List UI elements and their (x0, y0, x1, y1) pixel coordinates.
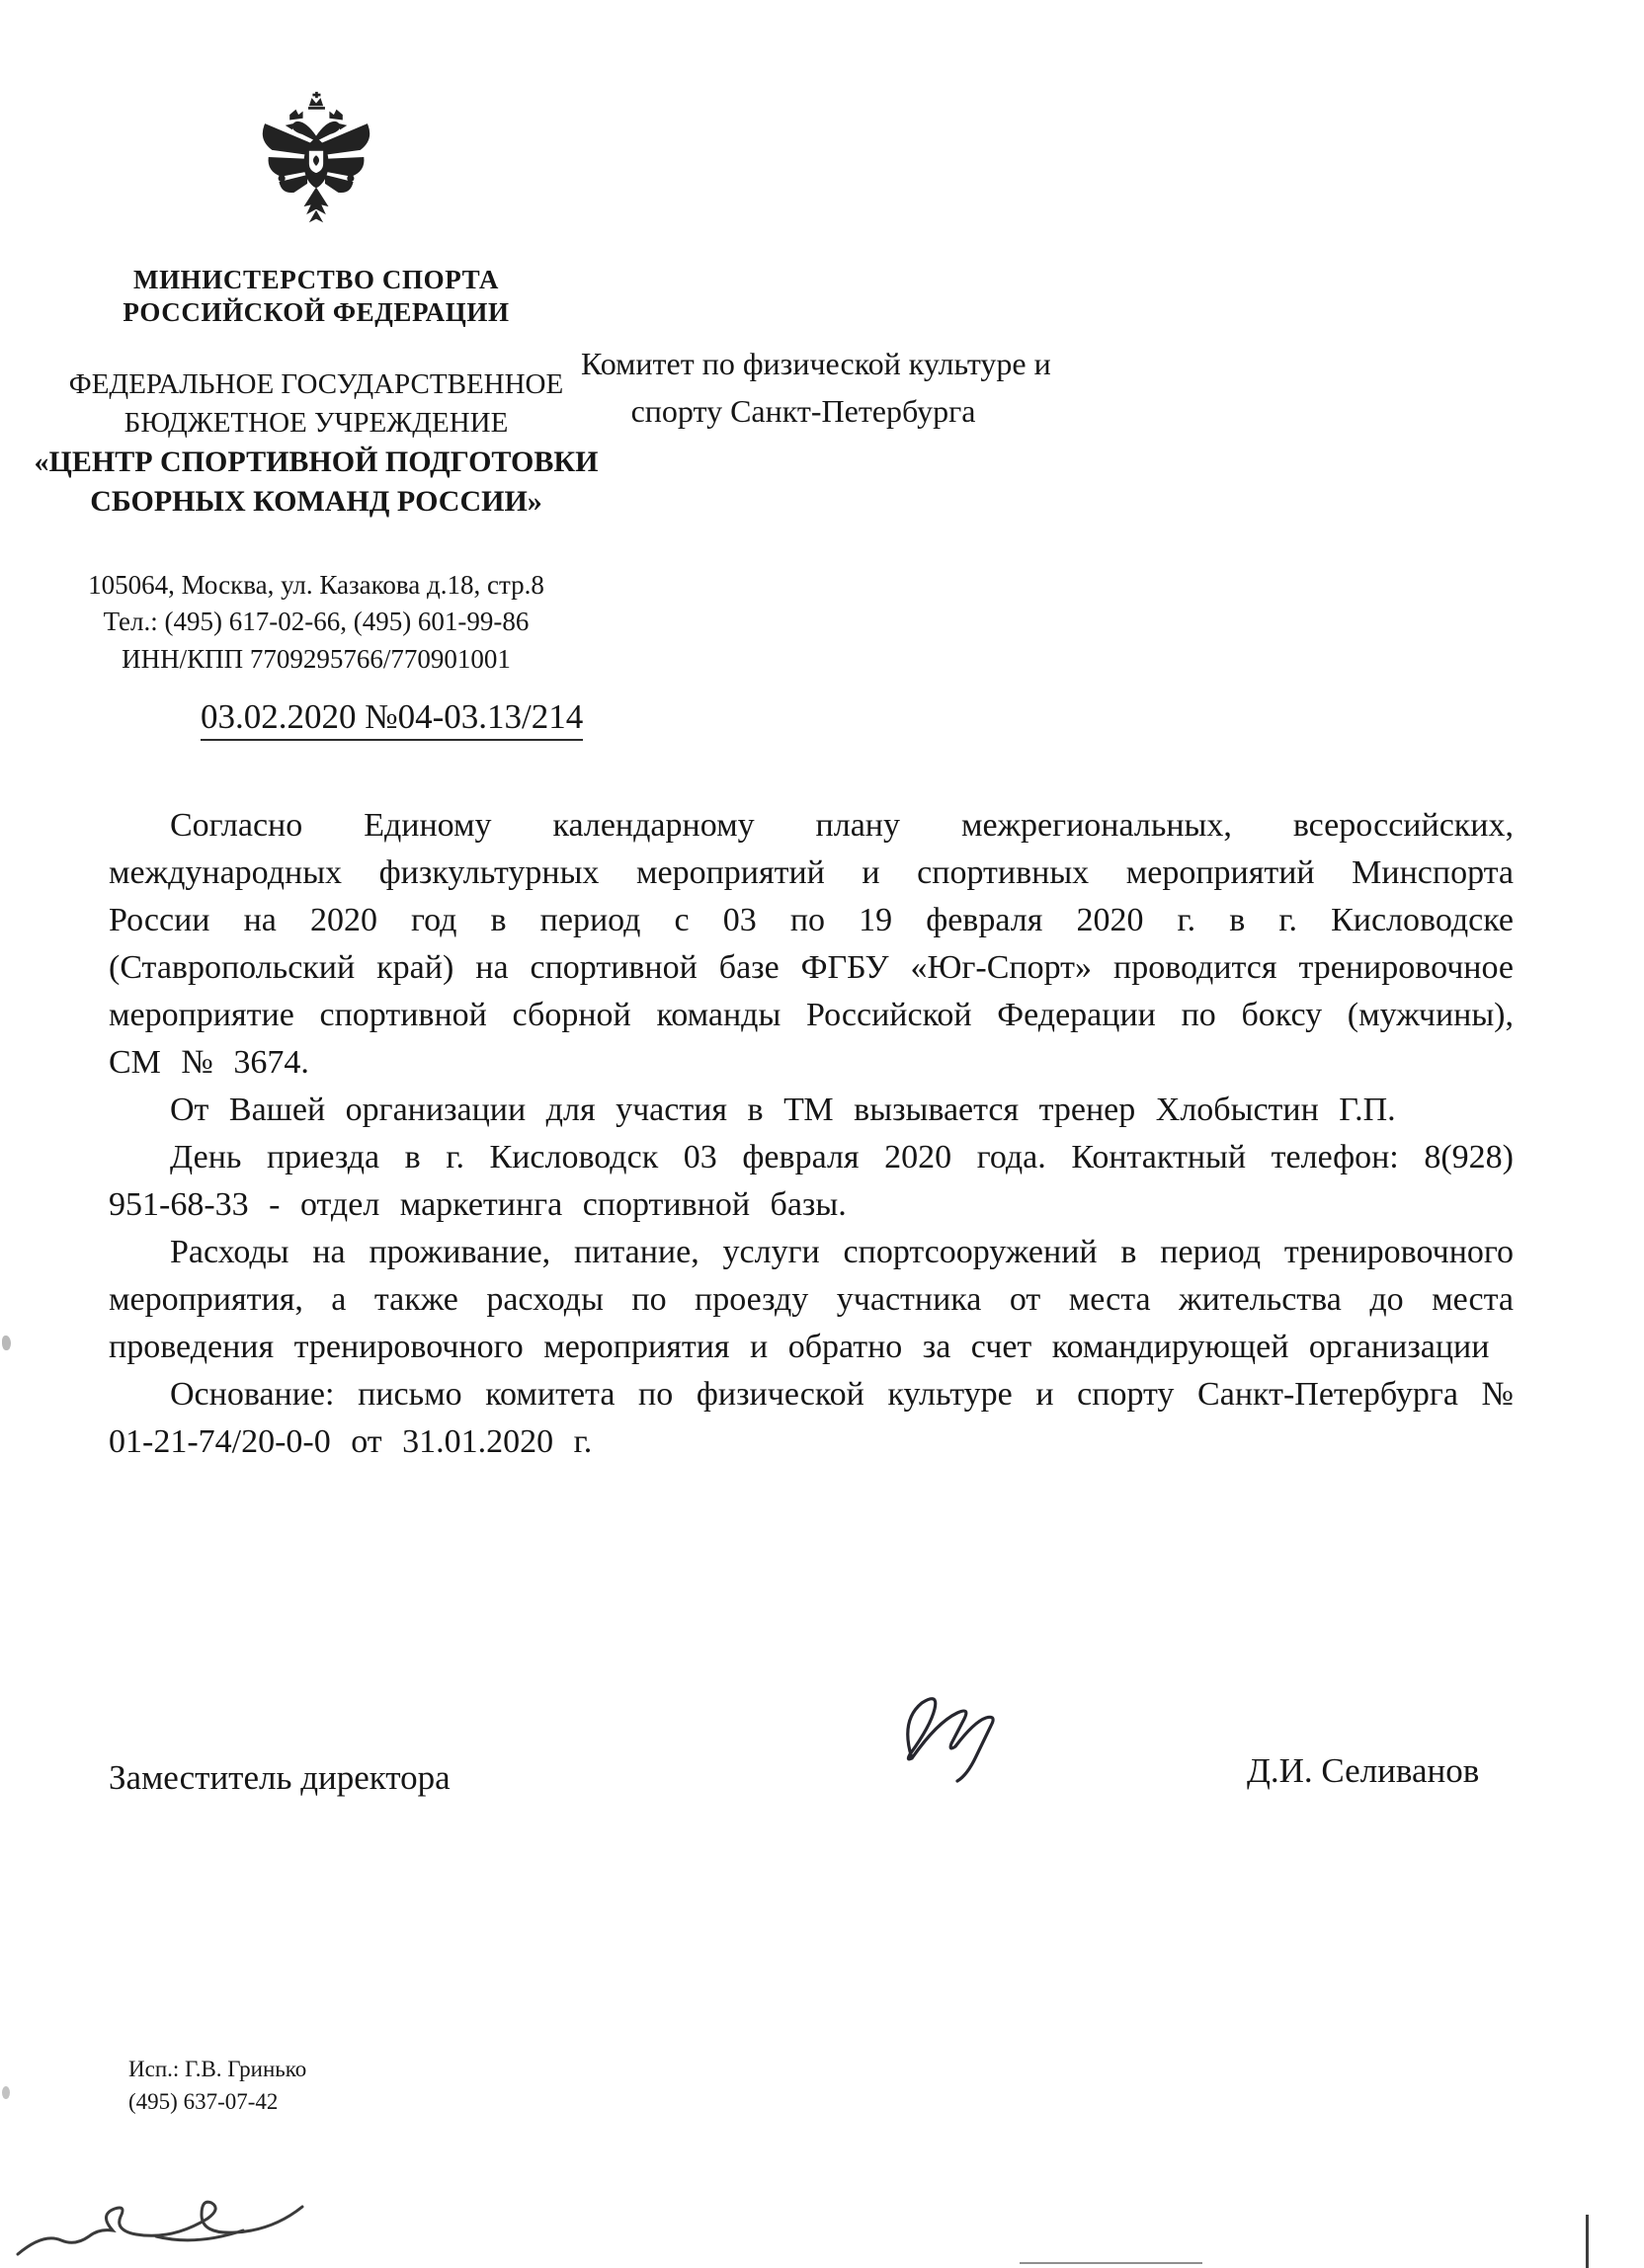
letter-body (109, 802, 1514, 1466)
body-paragraph-1: Согласно Единому календарному плану межрегиональных, всероссийских, международных физкультурных мероприятий и спортивных мероприятий Минспорта России на 2020 год в период с 03 по 19 февраля 2020 г. в г. Кисловодске (Ставропольский край) на спортивной базе ФГБУ «Юг-Спорт» проводится тренировочное мероприятие спортивной сборной команды Российской Федерации по боксу (мужчины), СМ № 3674. (109, 807, 1514, 1081)
org-title-line1: «ЦЕНТР СПОРТИВНОЙ ПОДГОТОВКИ (34, 445, 599, 478)
reference-number: 03.02.2020 №04-03.13/214 (201, 697, 583, 741)
body-paragraph-2: От Вашей организации для участия в ТМ вызывается тренер Хлобыстин Г.П. (170, 1092, 1396, 1128)
letterhead (20, 83, 613, 678)
signer-position: Заместитель директора (109, 1758, 451, 1797)
executor-name: Исп.: Г.В. Гринько (128, 2057, 307, 2081)
organization-contacts (20, 567, 613, 678)
body-paragraph-3: День приезда в г. Кисловодск 03 февраля 2020 года. Контактный телефон: 8(928) 951-68-33 - отдел маркетинга спортивной базы. (109, 1139, 1514, 1223)
handwritten-scribble-icon (10, 2161, 405, 2268)
reference-line (201, 697, 583, 737)
body-paragraph-4: Расходы на проживание, питание, услуги спортсооружений в период тренировочного мероприятия, а также расходы по проезду участника от места жительства до места проведения тренировочного мероприятия и обратно за счет командирующей организации (109, 1234, 1514, 1365)
scan-artifact-speck (2, 1336, 11, 1350)
handwritten-signature-icon (882, 1679, 1050, 1795)
coat-of-arms-icon (258, 83, 374, 254)
recipient-line2: спорту Санкт-Петербурга (630, 393, 976, 429)
ministry-name-line2: РОССИЙСКОЙ ФЕДЕРАЦИИ (123, 297, 510, 328)
org-address: 105064, Москва, ул. Казакова д.18, стр.8 (88, 570, 544, 601)
signer-name: Д.И. Селиванов (1247, 1751, 1480, 1790)
executor-info (128, 2053, 306, 2119)
org-type-line1: ФЕДЕРАЛЬНОЕ ГОСУДАРСТВЕННОЕ (68, 367, 564, 400)
org-title-line2: СБОРНЫХ КОМАНД РОССИИ» (90, 484, 542, 518)
ministry-name-line1: МИНИСТЕРСТВО СПОРТА (133, 265, 499, 294)
org-inn-kpp: ИНН/КПП 7709295766/770901001 (122, 643, 511, 674)
ministry-name (20, 264, 613, 330)
scan-artifact-vertical-line (1586, 2215, 1589, 2268)
executor-phone: (495) 637-07-42 (128, 2089, 279, 2115)
scan-artifact-speck (2, 2086, 10, 2099)
organization-name (20, 365, 613, 522)
recipient-line1: Комитет по физической культуре и (581, 346, 1051, 381)
scan-artifact-bottom-line (1020, 2262, 1202, 2264)
org-phones: Тел.: (495) 617-02-66, (495) 601-99-86 (103, 607, 530, 637)
body-paragraph-5: Основание: письмо комитета по физической культуре и спорту Санкт-Петербурга № 01-21-74/20-0-0 от 31.01.2020 г. (109, 1376, 1514, 1460)
recipient-block (581, 340, 1051, 435)
org-type-line2: БЮДЖЕТНОЕ УЧРЕЖДЕНИЕ (123, 406, 509, 439)
